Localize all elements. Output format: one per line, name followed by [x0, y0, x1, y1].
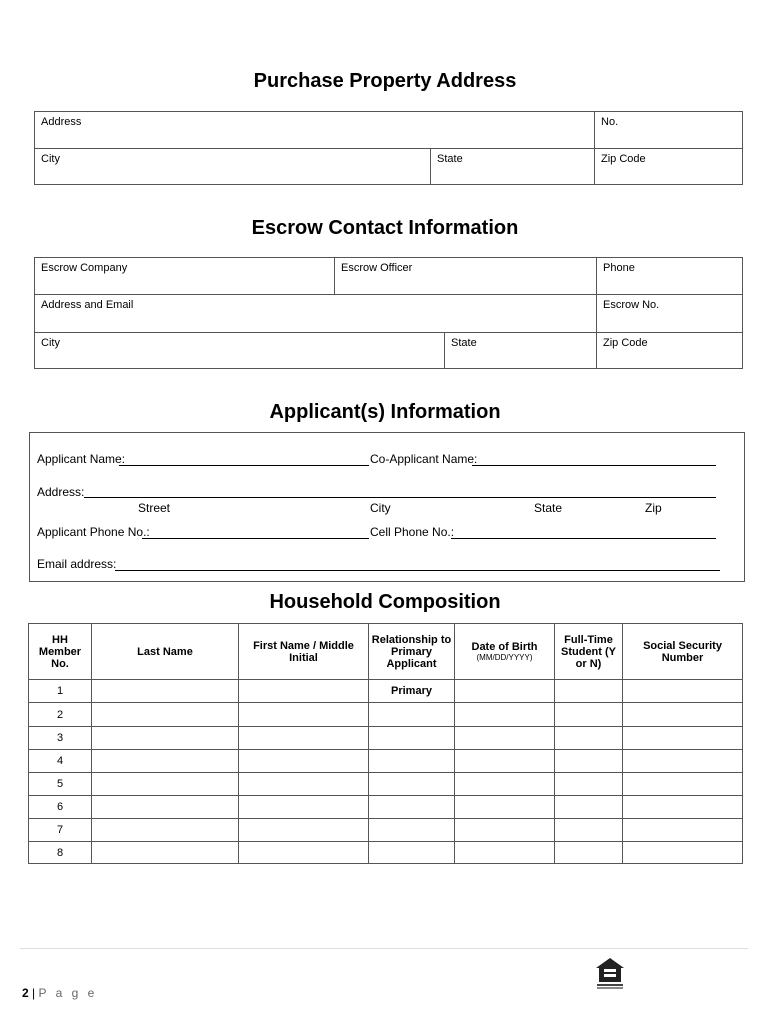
- property-city-field[interactable]: [35, 149, 431, 185]
- dob-cell[interactable]: [455, 750, 555, 773]
- escrow-city-field[interactable]: [35, 333, 445, 369]
- header-ssn: Social Security Number: [623, 624, 743, 680]
- escrow-phone-field[interactable]: [597, 258, 743, 295]
- property-zip-label: Zip Code: [601, 153, 646, 165]
- ssn-cell[interactable]: [623, 727, 743, 750]
- household-table: [28, 623, 743, 864]
- ssn-cell[interactable]: [623, 773, 743, 796]
- escrow-section-title: Escrow Contact Information: [251, 217, 519, 239]
- student-cell[interactable]: [555, 703, 623, 727]
- header-dob: [455, 624, 555, 680]
- applicant-phone-input[interactable]: [142, 538, 369, 539]
- email-input[interactable]: [115, 570, 720, 571]
- household-row: [29, 773, 743, 796]
- ssn-cell[interactable]: [623, 680, 743, 703]
- address-street-caption: Street: [138, 501, 171, 515]
- household-row: [29, 842, 743, 864]
- property-no-field[interactable]: [595, 112, 743, 149]
- applicant-name-label: Applicant Name:: [37, 452, 126, 466]
- first-name-cell[interactable]: [239, 750, 369, 773]
- last-name-cell[interactable]: [92, 819, 239, 842]
- escrow-table: [34, 257, 743, 369]
- relationship-cell[interactable]: [369, 796, 455, 819]
- relationship-cell[interactable]: [369, 750, 455, 773]
- household-row: [29, 680, 743, 703]
- property-state-label: State: [437, 153, 463, 165]
- last-name-cell[interactable]: [92, 703, 239, 727]
- last-name-cell[interactable]: [92, 796, 239, 819]
- ssn-cell[interactable]: [623, 750, 743, 773]
- dob-cell[interactable]: [455, 727, 555, 750]
- co-applicant-name-label: Co-Applicant Name:: [370, 452, 478, 466]
- household-row: [29, 750, 743, 773]
- escrow-phone-label: Phone: [603, 262, 635, 274]
- first-name-cell[interactable]: [239, 703, 369, 727]
- page-number: 2 | P a g e: [22, 986, 98, 1000]
- ssn-cell[interactable]: [623, 796, 743, 819]
- header-student: Full-Time Student (Y or N): [555, 624, 623, 680]
- first-name-cell[interactable]: [239, 773, 369, 796]
- property-section-title: Purchase Property Address: [253, 70, 517, 92]
- cell-phone-label: Cell Phone No.:: [370, 525, 455, 539]
- ssn-cell[interactable]: [623, 842, 743, 864]
- property-table: [34, 111, 743, 185]
- address-state-caption: State: [534, 501, 563, 515]
- dob-cell[interactable]: [455, 819, 555, 842]
- address-zip-caption: Zip: [645, 501, 662, 515]
- dob-cell[interactable]: [455, 680, 555, 703]
- dob-cell[interactable]: [455, 773, 555, 796]
- email-label: Email address:: [37, 557, 117, 571]
- ssn-cell[interactable]: [623, 703, 743, 727]
- escrow-number-field[interactable]: [597, 295, 743, 333]
- last-name-cell[interactable]: [92, 773, 239, 796]
- member-number-cell: 8: [29, 842, 92, 864]
- property-city-label: City: [41, 153, 60, 165]
- student-cell[interactable]: [555, 842, 623, 864]
- header-member-no: HH Member No.: [29, 624, 92, 680]
- escrow-state-label: State: [451, 337, 477, 349]
- dob-cell[interactable]: [455, 703, 555, 727]
- household-row: [29, 819, 743, 842]
- page-label: P a g e: [38, 986, 98, 1000]
- cell-phone-input[interactable]: [451, 538, 716, 539]
- relationship-cell[interactable]: [369, 819, 455, 842]
- relationship-cell[interactable]: [369, 727, 455, 750]
- dob-cell[interactable]: [455, 842, 555, 864]
- ssn-cell[interactable]: [623, 819, 743, 842]
- escrow-city-label: City: [41, 337, 60, 349]
- household-row: [29, 703, 743, 727]
- dob-cell[interactable]: [455, 796, 555, 819]
- member-number-cell: 3: [29, 727, 92, 750]
- first-name-cell[interactable]: [239, 727, 369, 750]
- applicant-address-input[interactable]: [84, 497, 716, 498]
- property-state-field[interactable]: [431, 149, 595, 185]
- property-no-label: No.: [601, 116, 619, 128]
- first-name-cell[interactable]: [239, 842, 369, 864]
- property-zip-field[interactable]: [595, 149, 743, 185]
- student-cell[interactable]: [555, 796, 623, 819]
- household-section-title: Household Composition: [269, 591, 501, 613]
- property-address-field[interactable]: [35, 112, 595, 149]
- first-name-cell[interactable]: [239, 680, 369, 703]
- header-relationship: Relationship to Primary Applicant: [369, 624, 455, 680]
- household-row: [29, 796, 743, 819]
- last-name-cell[interactable]: [92, 750, 239, 773]
- footer-divider: [20, 948, 748, 949]
- last-name-cell[interactable]: [92, 727, 239, 750]
- member-number-cell: 4: [29, 750, 92, 773]
- header-last-name: Last Name: [92, 624, 239, 680]
- relationship-cell[interactable]: Primary: [369, 680, 455, 703]
- header-first-name: First Name / Middle Initial: [239, 624, 369, 680]
- member-number-cell: 5: [29, 773, 92, 796]
- student-cell[interactable]: [555, 680, 623, 703]
- relationship-cell[interactable]: [369, 773, 455, 796]
- student-cell[interactable]: [555, 773, 623, 796]
- member-number-cell: 1: [29, 680, 92, 703]
- escrow-officer-field[interactable]: [335, 258, 597, 295]
- applicant-name-input[interactable]: [119, 465, 369, 466]
- household-row: [29, 727, 743, 750]
- escrow-number-label: Escrow No.: [603, 299, 660, 311]
- property-address-label: Address: [41, 116, 82, 128]
- member-number-cell: 7: [29, 819, 92, 842]
- relationship-cell[interactable]: [369, 842, 455, 864]
- student-cell[interactable]: [555, 819, 623, 842]
- student-cell[interactable]: [555, 750, 623, 773]
- last-name-cell[interactable]: [92, 680, 239, 703]
- escrow-address-email-label: Address and Email: [41, 299, 134, 311]
- member-number-cell: 2: [29, 703, 92, 727]
- first-name-cell[interactable]: [239, 819, 369, 842]
- page-number-value: 2: [22, 986, 29, 1000]
- relationship-cell[interactable]: [369, 703, 455, 727]
- escrow-state-field[interactable]: [445, 333, 597, 369]
- escrow-zip-field[interactable]: [597, 333, 743, 369]
- last-name-cell[interactable]: [92, 842, 239, 864]
- student-cell[interactable]: [555, 727, 623, 750]
- header-dob-format: (MM/DD/YYYY): [476, 653, 533, 662]
- applicant-phone-label: Applicant Phone No.:: [37, 525, 150, 539]
- escrow-company-field[interactable]: [35, 258, 335, 295]
- first-name-cell[interactable]: [239, 796, 369, 819]
- escrow-address-email-field[interactable]: [35, 295, 597, 333]
- address-city-caption: City: [370, 501, 391, 515]
- header-dob-title: Date of Birth: [471, 641, 538, 653]
- applicant-address-label: Address:: [37, 485, 85, 499]
- co-applicant-name-input[interactable]: [472, 465, 716, 466]
- equal-housing-opportunity-icon: [594, 956, 626, 992]
- escrow-company-label: Escrow Company: [41, 262, 128, 274]
- member-number-cell: 6: [29, 796, 92, 819]
- applicant-section-title: Applicant(s) Information: [269, 401, 501, 423]
- escrow-officer-label: Escrow Officer: [341, 262, 413, 274]
- escrow-zip-label: Zip Code: [603, 337, 648, 349]
